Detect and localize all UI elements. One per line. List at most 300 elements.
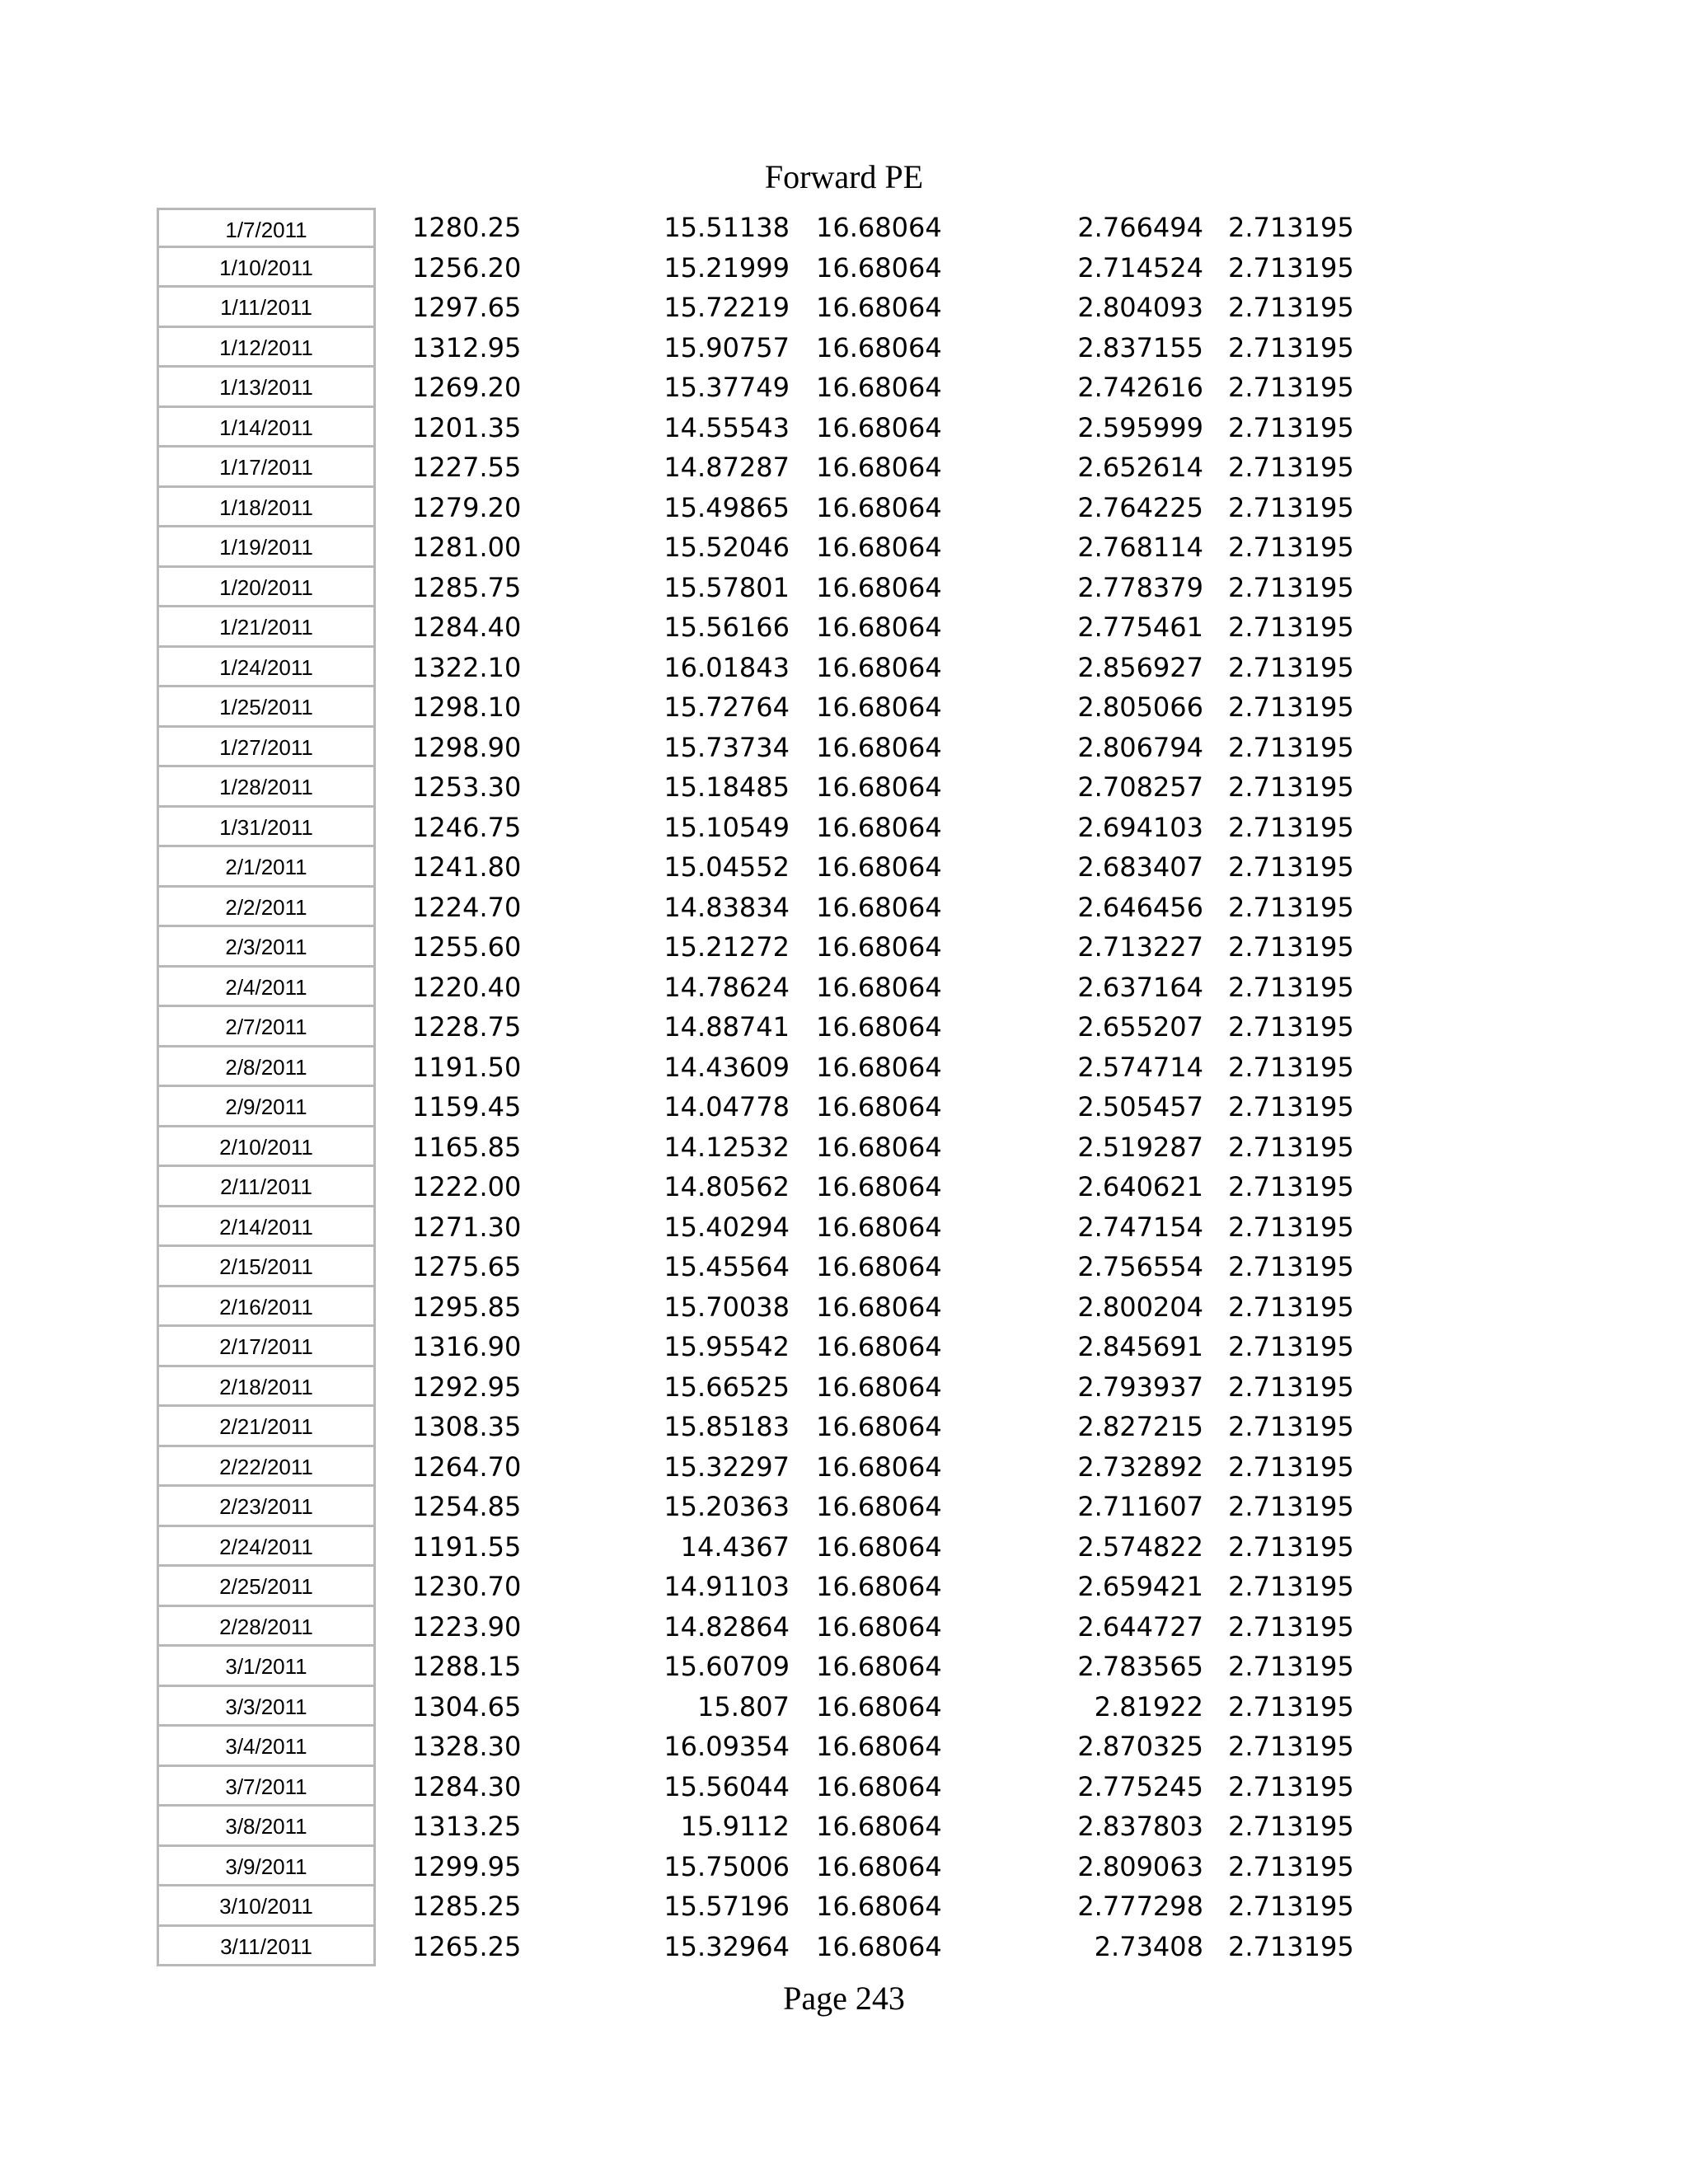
price-cell: 1223.90 (412, 1610, 522, 1643)
price-cell: 1220.40 (412, 971, 522, 1003)
ln-pe-cell: 2.870325 (1077, 1731, 1203, 1762)
ln-pe-cell: 2.805066 (1077, 691, 1203, 723)
price-cell: 1285.25 (412, 1891, 522, 1922)
avg-pe-cell: 16.68064 (816, 452, 942, 483)
date-cell: 2/17/2011 (157, 1327, 376, 1367)
date-cell: 2/15/2011 (157, 1247, 376, 1287)
price-cell: 1297.65 (412, 292, 522, 323)
date-cell: 1/13/2011 (157, 368, 376, 408)
ln-avg-pe-cell: 2.713195 (1228, 1291, 1354, 1323)
ln-pe-cell: 2.783565 (1077, 1651, 1203, 1682)
avg-pe-cell: 16.68064 (816, 1491, 942, 1522)
date-cell: 2/21/2011 (157, 1407, 376, 1447)
table-row (0, 368, 1688, 408)
date-cell: 1/25/2011 (157, 687, 376, 728)
avg-pe-cell: 16.68064 (816, 1091, 942, 1122)
date-cell: 2/3/2011 (157, 927, 376, 968)
ln-avg-pe-cell: 2.713195 (1228, 331, 1354, 363)
ln-avg-pe-cell: 2.713195 (1228, 251, 1354, 284)
pe-cell: 15.37749 (663, 372, 790, 403)
date-cell: 1/7/2011 (157, 208, 376, 248)
table-row (0, 527, 1688, 568)
ln-avg-pe-cell: 2.713195 (1228, 1571, 1354, 1602)
ln-pe-cell: 2.775245 (1077, 1770, 1203, 1802)
date-cell: 1/28/2011 (157, 767, 376, 808)
pe-cell: 15.72219 (663, 292, 790, 323)
avg-pe-cell: 16.68064 (816, 1690, 942, 1722)
price-cell: 1298.90 (412, 731, 522, 763)
ln-pe-cell: 2.644727 (1077, 1610, 1203, 1643)
avg-pe-cell: 16.68064 (816, 1811, 942, 1842)
pe-cell: 15.90757 (663, 331, 790, 363)
avg-pe-cell: 16.68064 (816, 1331, 942, 1362)
ln-pe-cell: 2.708257 (1077, 771, 1203, 803)
price-cell: 1227.55 (412, 452, 522, 483)
date-cell: 3/1/2011 (157, 1647, 376, 1687)
ln-avg-pe-cell: 2.713195 (1228, 1651, 1354, 1682)
ln-pe-cell: 2.519287 (1077, 1131, 1203, 1163)
avg-pe-cell: 16.68064 (816, 1930, 942, 1962)
price-cell: 1285.75 (412, 571, 522, 603)
avg-pe-cell: 16.68064 (816, 251, 942, 284)
avg-pe-cell: 16.68064 (816, 851, 942, 883)
table-row (0, 1207, 1688, 1248)
table-row (0, 888, 1688, 928)
price-cell: 1308.35 (412, 1411, 522, 1442)
avg-pe-cell: 16.68064 (816, 651, 942, 683)
avg-pe-cell: 16.68064 (816, 1171, 942, 1202)
pe-cell: 14.83834 (663, 891, 790, 923)
table-row (0, 328, 1688, 368)
table-row (0, 1927, 1688, 1967)
ln-avg-pe-cell: 2.713195 (1228, 1091, 1354, 1122)
avg-pe-cell: 16.68064 (816, 1571, 942, 1602)
pe-cell: 15.32297 (663, 1451, 790, 1483)
ln-avg-pe-cell: 2.713195 (1228, 1530, 1354, 1563)
ln-pe-cell: 2.711607 (1077, 1491, 1203, 1522)
ln-avg-pe-cell: 2.713195 (1228, 452, 1354, 483)
pe-cell: 15.66525 (663, 1371, 790, 1403)
price-cell: 1159.45 (412, 1091, 522, 1122)
price-cell: 1228.75 (412, 1011, 522, 1043)
date-cell: 2/18/2011 (157, 1367, 376, 1408)
avg-pe-cell: 16.68064 (816, 1291, 942, 1323)
price-cell: 1288.15 (412, 1651, 522, 1682)
price-cell: 1281.00 (412, 532, 522, 563)
table-row (0, 767, 1688, 808)
table-row (0, 248, 1688, 288)
pe-cell: 14.43609 (663, 1051, 790, 1083)
ln-avg-pe-cell: 2.713195 (1228, 1491, 1354, 1522)
price-cell: 1222.00 (412, 1171, 522, 1202)
ln-pe-cell: 2.747154 (1077, 1211, 1203, 1243)
ln-avg-pe-cell: 2.713195 (1228, 1011, 1354, 1043)
price-cell: 1328.30 (412, 1731, 522, 1762)
pe-cell: 15.57801 (663, 571, 790, 603)
pe-cell: 15.56166 (663, 612, 790, 643)
table-row (0, 1727, 1688, 1767)
avg-pe-cell: 16.68064 (816, 731, 942, 763)
ln-pe-cell: 2.856927 (1077, 651, 1203, 683)
ln-avg-pe-cell: 2.713195 (1228, 372, 1354, 403)
table-row (0, 968, 1688, 1008)
pe-cell: 15.85183 (663, 1411, 790, 1442)
ln-avg-pe-cell: 2.713195 (1228, 612, 1354, 643)
table-row (0, 1527, 1688, 1568)
table-row (0, 288, 1688, 328)
pe-cell: 14.4367 (680, 1530, 790, 1563)
date-cell: 1/19/2011 (157, 527, 376, 568)
table-row (0, 568, 1688, 608)
ln-avg-pe-cell: 2.713195 (1228, 1211, 1354, 1243)
ln-avg-pe-cell: 2.713195 (1228, 1610, 1354, 1643)
avg-pe-cell: 16.68064 (816, 1891, 942, 1922)
ln-pe-cell: 2.574822 (1077, 1530, 1203, 1563)
ln-pe-cell: 2.659421 (1077, 1571, 1203, 1602)
pe-cell: 14.91103 (663, 1571, 790, 1602)
table-row (0, 208, 1688, 248)
table-row (0, 1287, 1688, 1328)
table-row (0, 927, 1688, 968)
pe-cell: 15.56044 (663, 1770, 790, 1802)
date-cell: 3/8/2011 (157, 1807, 376, 1847)
avg-pe-cell: 16.68064 (816, 1011, 942, 1043)
pe-cell: 15.52046 (663, 532, 790, 563)
date-cell: 2/25/2011 (157, 1567, 376, 1607)
pe-cell: 15.40294 (663, 1211, 790, 1243)
ln-pe-cell: 2.778379 (1077, 571, 1203, 603)
ln-pe-cell: 2.845691 (1077, 1331, 1203, 1362)
table-row (0, 1327, 1688, 1367)
price-cell: 1313.25 (412, 1811, 522, 1842)
date-cell: 2/10/2011 (157, 1127, 376, 1168)
pe-cell: 15.9112 (680, 1811, 790, 1842)
price-cell: 1265.25 (412, 1930, 522, 1962)
table-row (0, 648, 1688, 688)
ln-pe-cell: 2.768114 (1077, 532, 1203, 563)
ln-pe-cell: 2.595999 (1077, 411, 1203, 443)
price-cell: 1255.60 (412, 931, 522, 963)
ln-avg-pe-cell: 2.713195 (1228, 1371, 1354, 1403)
ln-pe-cell: 2.800204 (1077, 1291, 1203, 1323)
table-row (0, 1447, 1688, 1488)
ln-avg-pe-cell: 2.713195 (1228, 1731, 1354, 1762)
ln-pe-cell: 2.732892 (1077, 1451, 1203, 1483)
ln-pe-cell: 2.793937 (1077, 1371, 1203, 1403)
table-row (0, 1687, 1688, 1727)
date-cell: 2/28/2011 (157, 1607, 376, 1647)
price-cell: 1253.30 (412, 771, 522, 803)
date-cell: 3/11/2011 (157, 1927, 376, 1967)
ln-pe-cell: 2.73408 (1094, 1930, 1203, 1962)
pe-cell: 15.51138 (663, 212, 790, 243)
ln-pe-cell: 2.694103 (1077, 811, 1203, 843)
price-cell: 1256.20 (412, 251, 522, 284)
pe-cell: 16.01843 (663, 651, 790, 683)
price-cell: 1241.80 (412, 851, 522, 883)
date-cell: 2/1/2011 (157, 847, 376, 888)
avg-pe-cell: 16.68064 (816, 411, 942, 443)
ln-avg-pe-cell: 2.713195 (1228, 1811, 1354, 1842)
ln-avg-pe-cell: 2.713195 (1228, 1891, 1354, 1922)
price-cell: 1295.85 (412, 1291, 522, 1323)
price-cell: 1201.35 (412, 411, 522, 443)
avg-pe-cell: 16.68064 (816, 491, 942, 523)
date-cell: 3/7/2011 (157, 1767, 376, 1807)
pe-cell: 14.12532 (663, 1131, 790, 1163)
table-row (0, 408, 1688, 448)
pe-cell: 15.04552 (663, 851, 790, 883)
avg-pe-cell: 16.68064 (816, 372, 942, 403)
table-row (0, 1167, 1688, 1207)
pe-cell: 15.75006 (663, 1850, 790, 1882)
table-row (0, 1886, 1688, 1927)
avg-pe-cell: 16.68064 (816, 1051, 942, 1083)
price-cell: 1191.55 (412, 1530, 522, 1563)
ln-pe-cell: 2.714524 (1077, 251, 1203, 284)
date-cell: 2/2/2011 (157, 888, 376, 928)
avg-pe-cell: 16.68064 (816, 1131, 942, 1163)
pe-cell: 15.73734 (663, 731, 790, 763)
ln-pe-cell: 2.837155 (1077, 331, 1203, 363)
ln-avg-pe-cell: 2.713195 (1228, 771, 1354, 803)
pe-cell: 15.21272 (663, 931, 790, 963)
ln-avg-pe-cell: 2.713195 (1228, 1690, 1354, 1722)
ln-pe-cell: 2.777298 (1077, 1891, 1203, 1922)
ln-pe-cell: 2.505457 (1077, 1091, 1203, 1122)
date-cell: 2/4/2011 (157, 968, 376, 1008)
ln-avg-pe-cell: 2.713195 (1228, 1331, 1354, 1362)
ln-avg-pe-cell: 2.713195 (1228, 731, 1354, 763)
ln-pe-cell: 2.775461 (1077, 612, 1203, 643)
price-cell: 1304.65 (412, 1690, 522, 1722)
date-cell: 1/17/2011 (157, 448, 376, 488)
pe-cell: 15.60709 (663, 1651, 790, 1682)
ln-pe-cell: 2.756554 (1077, 1251, 1203, 1282)
pe-cell: 14.78624 (663, 971, 790, 1003)
ln-pe-cell: 2.637164 (1077, 971, 1203, 1003)
table-row (0, 1367, 1688, 1408)
table-row (0, 1607, 1688, 1647)
avg-pe-cell: 16.68064 (816, 1451, 942, 1483)
price-cell: 1271.30 (412, 1211, 522, 1243)
price-cell: 1230.70 (412, 1571, 522, 1602)
pe-cell: 14.80562 (663, 1171, 790, 1202)
ln-avg-pe-cell: 2.713195 (1228, 212, 1354, 243)
date-cell: 1/10/2011 (157, 248, 376, 288)
ln-avg-pe-cell: 2.713195 (1228, 691, 1354, 723)
ln-avg-pe-cell: 2.713195 (1228, 1930, 1354, 1962)
price-cell: 1269.20 (412, 372, 522, 403)
pe-cell: 14.82864 (663, 1610, 790, 1643)
table-row (0, 1847, 1688, 1887)
ln-avg-pe-cell: 2.713195 (1228, 931, 1354, 963)
date-cell: 2/9/2011 (157, 1087, 376, 1127)
pe-cell: 14.87287 (663, 452, 790, 483)
pe-cell: 15.20363 (663, 1491, 790, 1522)
pe-cell: 16.09354 (663, 1731, 790, 1762)
avg-pe-cell: 16.68064 (816, 971, 942, 1003)
price-cell: 1316.90 (412, 1331, 522, 1362)
pe-cell: 15.49865 (663, 491, 790, 523)
table-row (0, 1767, 1688, 1807)
avg-pe-cell: 16.68064 (816, 1610, 942, 1643)
ln-avg-pe-cell: 2.713195 (1228, 411, 1354, 443)
avg-pe-cell: 16.68064 (816, 931, 942, 963)
avg-pe-cell: 16.68064 (816, 1731, 942, 1762)
ln-pe-cell: 2.81922 (1094, 1690, 1203, 1722)
ln-avg-pe-cell: 2.713195 (1228, 1850, 1354, 1882)
price-cell: 1165.85 (412, 1131, 522, 1163)
table-row (0, 1647, 1688, 1687)
ln-pe-cell: 2.764225 (1077, 491, 1203, 523)
date-cell: 2/24/2011 (157, 1527, 376, 1568)
avg-pe-cell: 16.68064 (816, 292, 942, 323)
pe-cell: 15.807 (697, 1690, 790, 1722)
table-row (0, 687, 1688, 728)
price-cell: 1284.30 (412, 1770, 522, 1802)
date-cell: 1/20/2011 (157, 568, 376, 608)
date-cell: 2/8/2011 (157, 1047, 376, 1088)
avg-pe-cell: 16.68064 (816, 1251, 942, 1282)
ln-avg-pe-cell: 2.713195 (1228, 1770, 1354, 1802)
price-cell: 1224.70 (412, 891, 522, 923)
avg-pe-cell: 16.68064 (816, 212, 942, 243)
table-row (0, 488, 1688, 528)
price-cell: 1246.75 (412, 811, 522, 843)
ln-pe-cell: 2.640621 (1077, 1171, 1203, 1202)
date-cell: 2/7/2011 (157, 1007, 376, 1047)
avg-pe-cell: 16.68064 (816, 691, 942, 723)
date-cell: 3/3/2011 (157, 1687, 376, 1727)
price-cell: 1299.95 (412, 1850, 522, 1882)
date-cell: 1/18/2011 (157, 488, 376, 528)
ln-avg-pe-cell: 2.713195 (1228, 292, 1354, 323)
pe-cell: 15.45564 (663, 1251, 790, 1282)
table-row (0, 448, 1688, 488)
page-title: Forward PE (764, 158, 924, 195)
avg-pe-cell: 16.68064 (816, 571, 942, 603)
table-row (0, 808, 1688, 848)
date-cell: 2/11/2011 (157, 1167, 376, 1207)
pe-cell: 14.55543 (663, 411, 790, 443)
table-row (0, 1407, 1688, 1447)
ln-pe-cell: 2.809063 (1077, 1850, 1203, 1882)
avg-pe-cell: 16.68064 (816, 1651, 942, 1682)
avg-pe-cell: 16.68064 (816, 891, 942, 923)
ln-avg-pe-cell: 2.713195 (1228, 1051, 1354, 1083)
avg-pe-cell: 16.68064 (816, 1850, 942, 1882)
date-cell: 1/12/2011 (157, 328, 376, 368)
ln-avg-pe-cell: 2.713195 (1228, 1251, 1354, 1282)
ln-avg-pe-cell: 2.713195 (1228, 651, 1354, 683)
ln-avg-pe-cell: 2.713195 (1228, 491, 1354, 523)
date-cell: 1/31/2011 (157, 808, 376, 848)
pe-cell: 15.10549 (663, 811, 790, 843)
price-cell: 1292.95 (412, 1371, 522, 1403)
table-row (0, 1087, 1688, 1127)
date-cell: 3/9/2011 (157, 1847, 376, 1887)
avg-pe-cell: 16.68064 (816, 532, 942, 563)
ln-pe-cell: 2.683407 (1077, 851, 1203, 883)
ln-pe-cell: 2.713227 (1077, 931, 1203, 963)
table-row (0, 1047, 1688, 1088)
date-cell: 2/16/2011 (157, 1287, 376, 1328)
ln-avg-pe-cell: 2.713195 (1228, 851, 1354, 883)
ln-avg-pe-cell: 2.713195 (1228, 1171, 1354, 1202)
ln-pe-cell: 2.806794 (1077, 731, 1203, 763)
date-cell: 2/14/2011 (157, 1207, 376, 1248)
ln-pe-cell: 2.837803 (1077, 1811, 1203, 1842)
table-row (0, 607, 1688, 648)
date-cell: 1/27/2011 (157, 728, 376, 768)
price-cell: 1254.85 (412, 1491, 522, 1522)
date-cell: 1/21/2011 (157, 607, 376, 648)
ln-avg-pe-cell: 2.713195 (1228, 1451, 1354, 1483)
price-cell: 1298.10 (412, 691, 522, 723)
table-row (0, 1127, 1688, 1168)
pe-cell: 14.04778 (663, 1091, 790, 1122)
price-cell: 1280.25 (412, 212, 522, 243)
table-row (0, 1567, 1688, 1607)
table-row (0, 847, 1688, 888)
table-row (0, 1807, 1688, 1847)
date-cell: 3/10/2011 (157, 1886, 376, 1927)
ln-avg-pe-cell: 2.713195 (1228, 891, 1354, 923)
avg-pe-cell: 16.68064 (816, 612, 942, 643)
date-cell: 2/23/2011 (157, 1487, 376, 1527)
ln-pe-cell: 2.827215 (1077, 1411, 1203, 1442)
price-cell: 1191.50 (412, 1051, 522, 1083)
avg-pe-cell: 16.68064 (816, 1530, 942, 1563)
ln-pe-cell: 2.766494 (1077, 212, 1203, 243)
price-cell: 1275.65 (412, 1251, 522, 1282)
table-row (0, 1007, 1688, 1047)
pe-cell: 15.72764 (663, 691, 790, 723)
avg-pe-cell: 16.68064 (816, 331, 942, 363)
data-table (0, 208, 1688, 1966)
page-number: Page 243 (783, 1980, 905, 2017)
ln-pe-cell: 2.646456 (1077, 891, 1203, 923)
ln-pe-cell: 2.804093 (1077, 292, 1203, 323)
pe-cell: 15.70038 (663, 1291, 790, 1323)
table-row (0, 1487, 1688, 1527)
ln-avg-pe-cell: 2.713195 (1228, 1411, 1354, 1442)
ln-avg-pe-cell: 2.713195 (1228, 811, 1354, 843)
pe-cell: 15.95542 (663, 1331, 790, 1362)
date-cell: 1/11/2011 (157, 288, 376, 328)
avg-pe-cell: 16.68064 (816, 1211, 942, 1243)
avg-pe-cell: 16.68064 (816, 811, 942, 843)
date-cell: 3/4/2011 (157, 1727, 376, 1767)
price-cell: 1279.20 (412, 491, 522, 523)
pe-cell: 15.18485 (663, 771, 790, 803)
ln-pe-cell: 2.742616 (1077, 372, 1203, 403)
avg-pe-cell: 16.68064 (816, 1770, 942, 1802)
date-cell: 1/24/2011 (157, 648, 376, 688)
pe-cell: 15.32964 (663, 1930, 790, 1962)
ln-pe-cell: 2.574714 (1077, 1051, 1203, 1083)
ln-avg-pe-cell: 2.713195 (1228, 1131, 1354, 1163)
price-cell: 1322.10 (412, 651, 522, 683)
date-cell: 2/22/2011 (157, 1447, 376, 1488)
price-cell: 1264.70 (412, 1451, 522, 1483)
pe-cell: 14.88741 (663, 1011, 790, 1043)
pe-cell: 15.57196 (663, 1891, 790, 1922)
avg-pe-cell: 16.68064 (816, 1371, 942, 1403)
ln-avg-pe-cell: 2.713195 (1228, 532, 1354, 563)
table-row (0, 1247, 1688, 1287)
